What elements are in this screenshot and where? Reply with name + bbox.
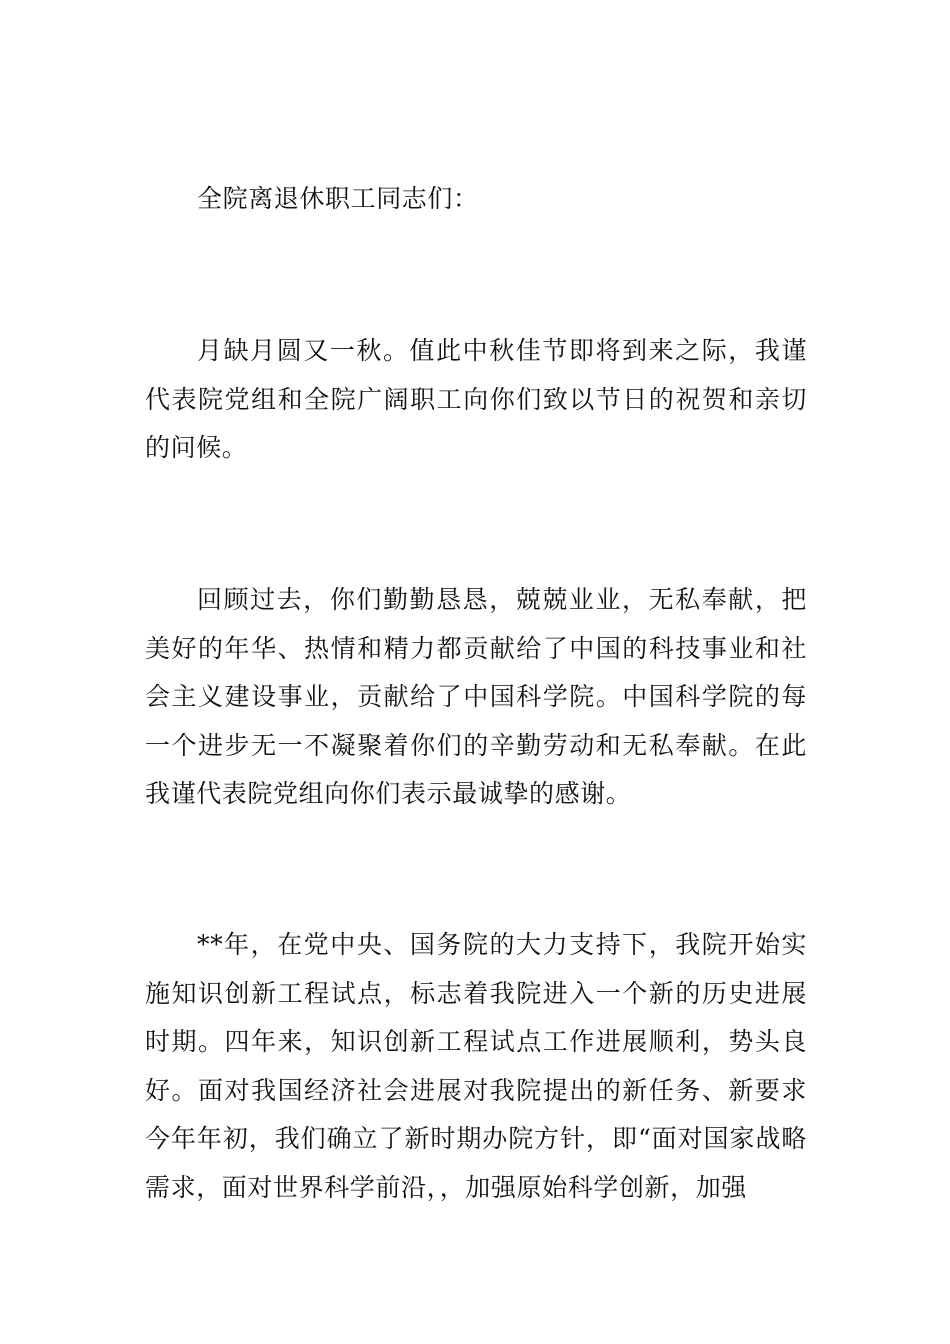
paragraph-3: **年，在党中央、国务院的大力支持下，我院开始实施知识创新工程试点，标志着我院进入一个新的历史进展时期。四年来，知识创新工程试点工作进展顺利，势头良好。面对我国经济社会进展对我院提出的新任务、新要求今年年初，我们确立了新时期办院方针，即“面对国家战略需求，面对世界科学前沿，，加强原始科学创新，加强 <box>145 930 807 1202</box>
salutation: 全院离退休职工同志们： <box>197 184 479 213</box>
paragraph-2: 回顾过去，你们勤勤恳恳，兢兢业业，无私奉献，把美好的年华、热情和精力都贡献给了中国的科技事业和社会主义建设事业，贡献给了中国科学院。中国科学院的每一个进步无一不凝聚着你们的辛勤劳动和无私奉献。在此我谨代表院党组向你们表示最诚挚的感谢。 <box>145 585 807 808</box>
paragraph-1: 月缺月圆又一秋。值此中秋佳节即将到来之际，我谨代表院党组和全院广阔职工向你们致以节日的祝贺和亲切的问候。 <box>145 336 807 462</box>
